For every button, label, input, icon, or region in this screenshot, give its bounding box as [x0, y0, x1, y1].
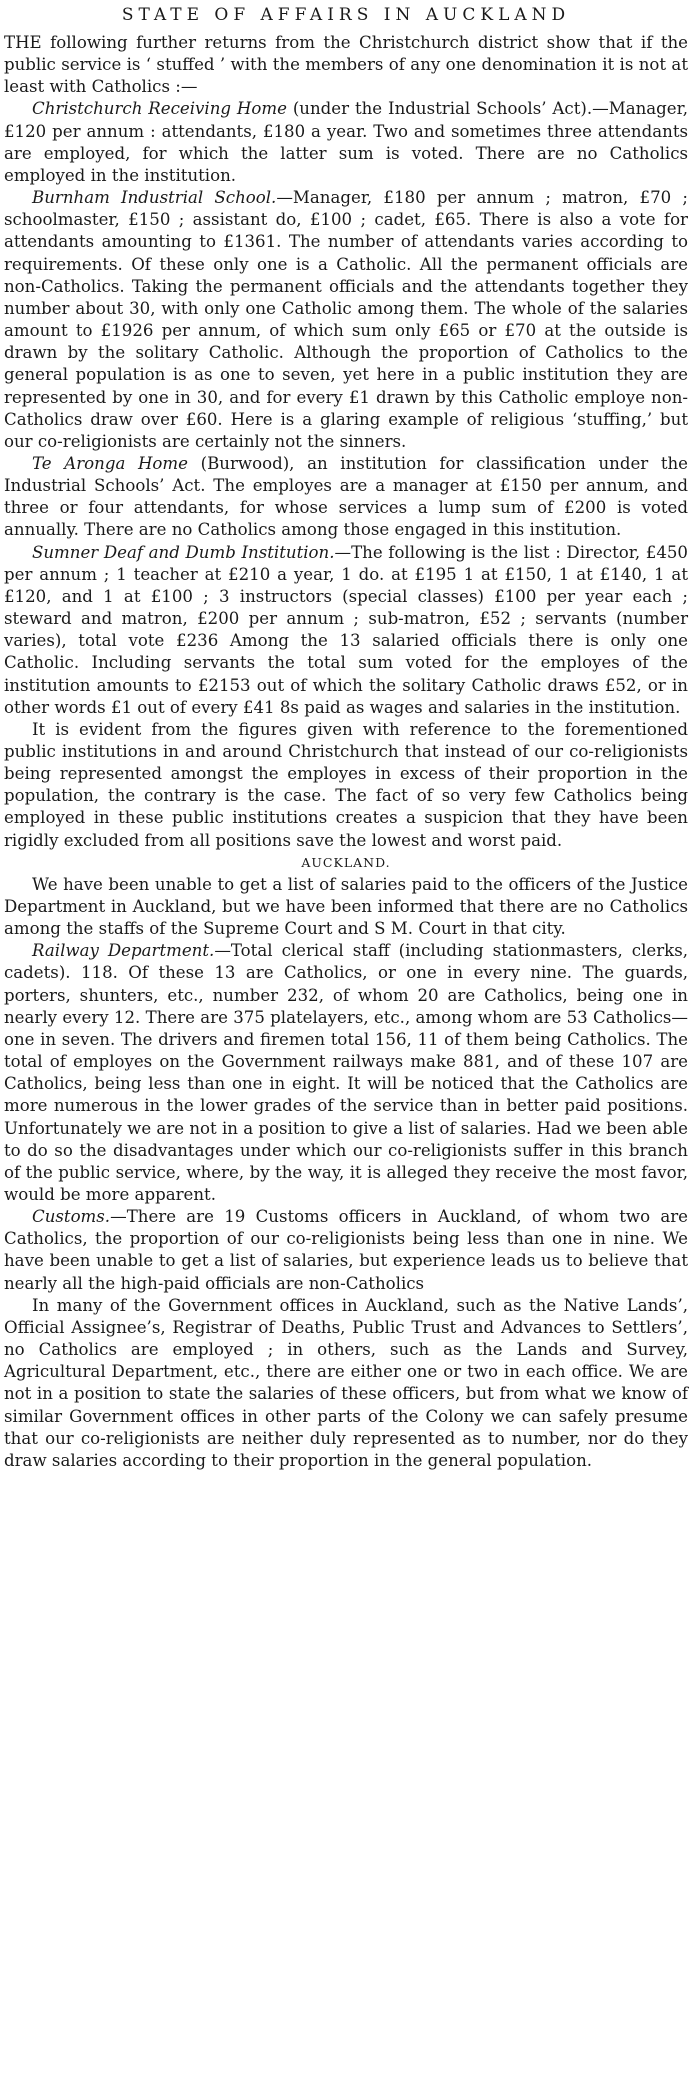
- justice-paragraph: We have been unable to get a list of salaries paid to the officers of the Justice Department in Auckland, but we have been informed that there are no Catholics among the staffs of the Supreme Court and S M. Court in that city.: [4, 874, 688, 939]
- te-aronga-paragraph: [4, 453, 688, 542]
- intro-text: following further returns from the Christchurch district show that if the public service is ‘ stuffed ’ with the members of any one denomination it is not at least with Catholics :—: [4, 33, 688, 97]
- article: [4, 0, 688, 1472]
- intro-lead: THE: [4, 33, 42, 52]
- burnham-text: —Manager, £180 per annum ; matron, £70 ; schoolmaster, £150 ; assistant do, £100 ; cadet, £65. There is also a vote for attendants amounting to £1361. The number of attendants varies according to requirements. Of these only one is a Catholic. All the permanent officials are non-Catholics. Taking the permanent officials and the attendants together they number about 30, with only one Catholic among them. The whole of the salaries amount to £1926 per annum, of which sum only £65 or £70 at the outside is drawn by the solitary Catholic. Although the proportion of Catholics to the general population is as one to seven, yet here in a public institution they are represented by one in 30, and for every £1 drawn by this Catholic employe non-Catholics draw over £60. Here is a glaring example of religious ‘stuffing,’ but our co-religionists are certainly not the sinners.: [4, 188, 689, 451]
- christchurch-summary-paragraph: It is evident from the figures given with reference to the forementioned public institutions in and around Christchurch that instead of our co-religionists being represented amongst the employes in excess of their proportion in the population, the contrary is the case. The fact of so very few Catholics being employed in these public institutions creates a suspicion that they have been rigidly excluded from all positions save the lowest and worst paid.: [4, 719, 688, 850]
- government-offices-paragraph: In many of the Government offices in Auckland, such as the Native Lands’, Official Assignee’s, Registrar of Deaths, Public Trust and Advances to Settlers’, no Catholics are employed ; in others, such as the Lands and Survey, Agricultural Department, etc., there are either one or two in each office. We are not in a position to state the salaries of these officers, but from what we know of similar Government offices in other parts of the Colony we can safely presume that our co-religionists are neither duly represented as to number, nor do they draw salaries according to their proportion in the general population.: [4, 1295, 688, 1470]
- customs-paragraph: [4, 1206, 688, 1295]
- burnham-paragraph: [4, 187, 688, 453]
- receiving-home-heading: Christchurch Receiving Home: [32, 99, 287, 119]
- te-aronga-text: (Burwood), an institution for classification under the Industrial Schools’ Act. The employes are a manager at £150 per annum, and three or four attendants, for whose services a lump sum of £200 is voted annually. There are no Catholics among those engaged in this institution.: [4, 453, 688, 540]
- customs-heading: Customs.: [32, 1207, 111, 1227]
- receiving-home-paragraph: [4, 98, 688, 187]
- auckland-section-heading: AUCKLAND.: [301, 854, 391, 870]
- te-aronga-heading: Te Aronga Home: [32, 453, 188, 473]
- railway-paragraph: [4, 940, 688, 1206]
- sumner-heading: Sumner Deaf and Dumb Institution.: [32, 542, 335, 562]
- customs-text: —There are 19 Customs officers in Auckland, of whom two are Catholics, the proportion of our co-religionists being less than one in nine. We have been unable to get a list of salaries, but experience leads us to believe that nearly all the high-paid officials are non-Catholics: [4, 1207, 688, 1293]
- receiving-home-text: (under the Industrial Schools’ Act).—Manager, £120 per annum : attendants, £180 a year. Two and sometimes three attendants are employed, for which the latter sum is voted. There are no Catholics employed in the institution.: [4, 99, 689, 185]
- sumner-text: —The following is the list : Director, £450 per annum ; 1 teacher at £210 a year, 1 do. at £195 1 at £150, 1 at £140, 1 at £120, and 1 at £100 ; 3 instructors (special classes) £100 per year each ; steward and matron, £200 per annum ; sub-matron, £52 ; servants (number varies), total vote £236 Among the 13 salaried officials there is only one Catholic. Including servants the total sum voted for the employes of the institution amounts to £2153 out of which the solitary Catholic draws £52, or in other words £1 out of every £41 8s paid as wages and salaries in the institution.: [4, 542, 688, 717]
- sumner-paragraph: [4, 542, 688, 719]
- intro-paragraph: [4, 32, 688, 98]
- burnham-heading: Burnham Industrial School.: [32, 188, 277, 208]
- railway-text: —Total clerical staff (including stationmasters, clerks, cadets). 118. Of these 13 are Catholics, or one in every nine. The guards, porters, shunters, etc., number 232, of whom 20 are Catholics, being one in nearly every 12. There are 375 platelayers, etc., among whom are 53 Catholics—one in seven. The drivers and firemen total 156, 11 of them being Catholics. The total of employes on the Government railways make 881, and of these 107 are Catholics, being less than one in eight. It will be noticed that the Catholics are more numerous in the lower grades of the service than in better paid positions. Unfortunately we are not in a position to give a list of salaries. Had we been able to do so the disadvantages under which our co-religionists suffer in this branch of the public service, where, by the way, it is alleged they receive the most favor, would be more apparent.: [4, 941, 688, 1204]
- railway-heading: Railway Department.: [32, 941, 215, 961]
- article-title: STATE OF AFFAIRS IN AUCKLAND: [121, 5, 571, 25]
